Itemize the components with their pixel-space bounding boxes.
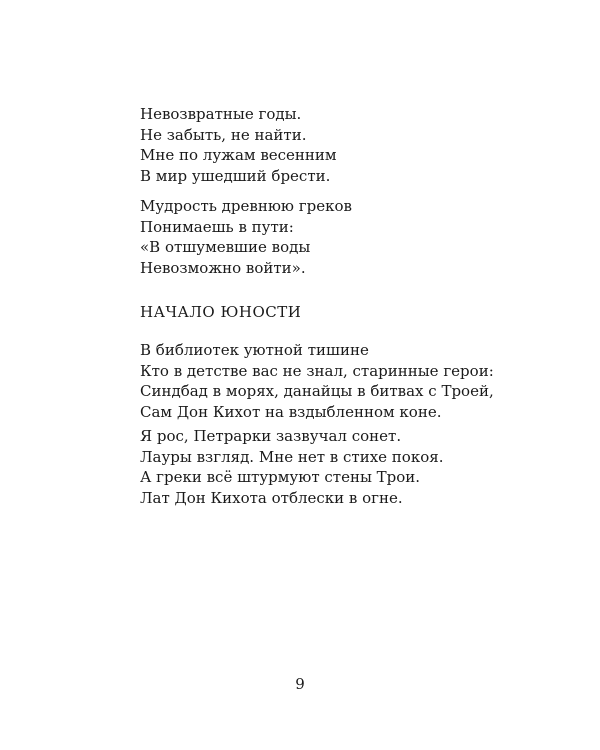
- poem-line: В мир ушедший брести.: [140, 166, 331, 185]
- poem-line: А греки всё штурмуют стены Трои.: [140, 468, 421, 486]
- poem-line: Синдбад в морях, данайцы в битвах с Троей,: [140, 382, 494, 400]
- poem-line: Не забыть, не найти.: [140, 125, 307, 144]
- poem-title: НАЧАЛО ЮНОСТИ: [140, 303, 302, 321]
- poem-line: Мудрость древнюю греков: [140, 197, 352, 215]
- poem-line: Сам Дон Кихот на вздыбленном коне.: [140, 402, 442, 421]
- poem-line: «В отшумевшие воды: [140, 238, 311, 256]
- page-number: 9: [295, 675, 305, 693]
- poem-line: Мне по лужам весенним: [140, 146, 337, 164]
- poem-line: В библиотек уютной тишине: [140, 341, 369, 359]
- poem1-stanza-2: [140, 196, 352, 278]
- poem2-stanza-2: [140, 426, 443, 508]
- poem-line: Я рос, Петрарки зазвучал сонет.: [140, 427, 402, 445]
- poem-line: Лат Дон Кихота отблески в огне.: [140, 488, 403, 507]
- poem-line: Кто в детстве вас не знал, старинные герои:: [140, 361, 494, 380]
- poem1-stanza-1: [140, 104, 337, 186]
- poem-line: Невозможно войти».: [140, 258, 306, 277]
- poem-line: Невозвратные годы.: [140, 105, 302, 123]
- poem-line: Понимаешь в пути:: [140, 217, 294, 236]
- poem-line: Лауры взгляд. Мне нет в стихе покоя.: [140, 447, 444, 466]
- poem2-stanza-1: [140, 340, 494, 422]
